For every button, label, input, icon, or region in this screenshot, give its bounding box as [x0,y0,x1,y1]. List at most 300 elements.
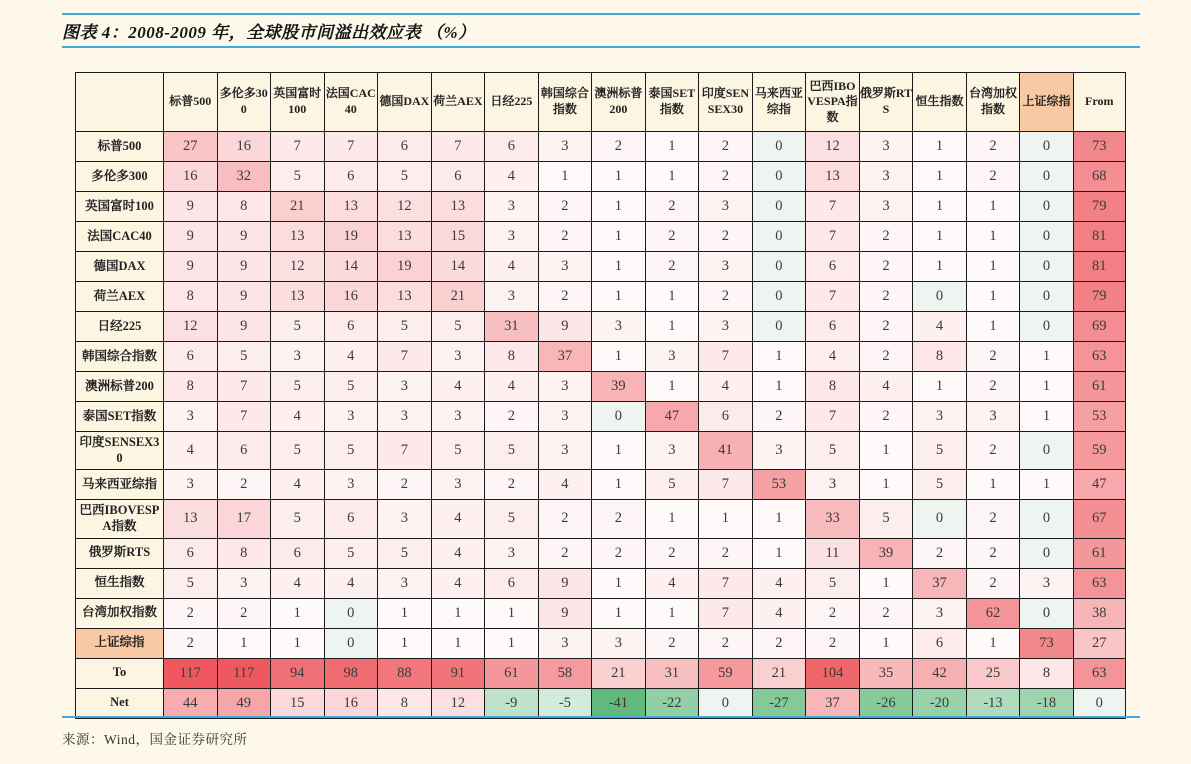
table-row-标普500 [76,132,1126,162]
value-cell: 32 [217,162,271,192]
value-cell: 8 [217,538,271,568]
value-cell: 1 [699,500,753,538]
row-label-泰国SET指数: 泰国SET指数 [76,402,164,432]
value-cell: 41 [699,432,753,470]
value-cell: 25 [966,658,1020,688]
value-cell: 2 [699,222,753,252]
value-cell: 9 [538,312,592,342]
value-cell: 1 [752,342,806,372]
value-cell: 17 [217,500,271,538]
value-cell: 1 [966,628,1020,658]
value-cell: 79 [1073,192,1125,222]
value-cell: 3 [217,568,271,598]
value-cell: 3 [538,402,592,432]
value-cell: 5 [271,500,325,538]
value-cell: 8 [164,282,218,312]
value-cell: 0 [913,500,967,538]
value-cell: 9 [538,598,592,628]
value-cell: 1 [966,312,1020,342]
value-cell: 2 [859,598,913,628]
value-cell: 31 [645,658,699,688]
value-cell: 3 [431,342,485,372]
value-cell: 1 [1020,470,1074,500]
value-cell: 2 [752,628,806,658]
value-cell: 16 [217,132,271,162]
value-cell: 3 [913,402,967,432]
value-cell: 6 [431,162,485,192]
value-cell: 61 [485,658,539,688]
value-cell: 7 [271,132,325,162]
value-cell: 59 [699,658,753,688]
value-cell: 2 [485,470,539,500]
value-cell: 7 [806,222,860,252]
value-cell: 4 [431,568,485,598]
value-cell: 5 [806,568,860,598]
column-header-标普500: 标普500 [164,73,218,132]
value-cell: 5 [913,470,967,500]
value-cell: 1 [859,432,913,470]
value-cell: 2 [645,628,699,658]
value-cell: 7 [806,192,860,222]
table-row-马来西亚综指 [76,470,1126,500]
value-cell: 5 [164,568,218,598]
value-cell: 4 [806,342,860,372]
value-cell: 14 [431,252,485,282]
value-cell: 1 [431,628,485,658]
value-cell: 1 [645,132,699,162]
value-cell: -9 [485,688,539,718]
column-header-多伦多300: 多伦多300 [217,73,271,132]
value-cell: -41 [592,688,646,718]
value-cell: 1 [378,628,432,658]
value-cell: 117 [217,658,271,688]
value-cell: 12 [271,252,325,282]
value-cell: 2 [217,598,271,628]
table-row-泰国SET指数 [76,402,1126,432]
value-cell: 1 [645,500,699,538]
value-cell: 13 [378,222,432,252]
value-cell: 1 [752,538,806,568]
value-cell: 5 [324,538,378,568]
value-cell: 1 [485,598,539,628]
value-cell: 14 [324,252,378,282]
value-cell: 2 [592,132,646,162]
value-cell: 1 [966,252,1020,282]
value-cell: 1 [592,470,646,500]
value-cell: 2 [806,598,860,628]
value-cell: 63 [1073,568,1125,598]
value-cell: 0 [1020,252,1074,282]
value-cell: 1 [645,282,699,312]
value-cell: 7 [699,342,753,372]
value-cell: 5 [485,500,539,538]
value-cell: 4 [538,470,592,500]
value-cell: 0 [752,222,806,252]
value-cell: 6 [485,132,539,162]
value-cell: 2 [752,402,806,432]
value-cell: 9 [217,282,271,312]
value-cell: 9 [217,252,271,282]
value-cell: 2 [859,282,913,312]
value-cell: 7 [806,402,860,432]
table-row-多伦多300 [76,162,1126,192]
value-cell: 58 [538,658,592,688]
table-row-恒生指数 [76,568,1126,598]
value-cell: 5 [378,162,432,192]
value-cell: 2 [378,470,432,500]
value-cell: 3 [859,162,913,192]
value-cell: 2 [806,628,860,658]
value-cell: 7 [324,132,378,162]
value-cell: 88 [378,658,432,688]
value-cell: 4 [271,402,325,432]
value-cell: 79 [1073,282,1125,312]
value-cell: -5 [538,688,592,718]
value-cell: 81 [1073,222,1125,252]
value-cell: 0 [324,598,378,628]
value-cell: 3 [538,132,592,162]
value-cell: 5 [271,432,325,470]
value-cell: 3 [1020,568,1074,598]
value-cell: 73 [1073,132,1125,162]
value-cell: 1 [592,192,646,222]
column-header-From: From [1073,73,1125,132]
column-header-日经225: 日经225 [485,73,539,132]
value-cell: 1 [859,470,913,500]
row-label-标普500: 标普500 [76,132,164,162]
row-label-印度SENSEX30: 印度SENSEX30 [76,432,164,470]
value-cell: 7 [699,598,753,628]
value-cell: 1 [859,568,913,598]
table-row-英国富时100 [76,192,1126,222]
row-label-马来西亚综指: 马来西亚综指 [76,470,164,500]
value-cell: 15 [431,222,485,252]
value-cell: 3 [485,282,539,312]
value-cell: 2 [913,538,967,568]
title-divider-line [62,46,1140,48]
value-cell: 2 [966,342,1020,372]
value-cell: 7 [806,282,860,312]
value-cell: 1 [592,568,646,598]
value-cell: 1 [645,162,699,192]
value-cell: 61 [1073,372,1125,402]
value-cell: -18 [1020,688,1074,718]
value-cell: 47 [1073,470,1125,500]
value-cell: 91 [431,658,485,688]
value-cell: 1 [966,282,1020,312]
value-cell: 0 [1020,282,1074,312]
column-header-台湾加权指数: 台湾加权指数 [966,73,1020,132]
value-cell: 42 [913,658,967,688]
value-cell: 3 [431,402,485,432]
value-cell: 63 [1073,658,1125,688]
row-label-澳洲标普200: 澳洲标普200 [76,372,164,402]
value-cell: 3 [538,372,592,402]
value-cell: 1 [645,598,699,628]
value-cell: 117 [164,658,218,688]
row-label-上证综指: 上证综指 [76,628,164,658]
value-cell: 4 [752,568,806,598]
value-cell: 2 [699,538,753,568]
value-cell: 13 [806,162,860,192]
value-cell: 5 [431,312,485,342]
value-cell: 0 [1020,222,1074,252]
table-row-Net [76,688,1126,718]
value-cell: 7 [378,342,432,372]
value-cell: 6 [271,538,325,568]
value-cell: 5 [324,372,378,402]
row-label-多伦多300: 多伦多300 [76,162,164,192]
value-cell: 7 [217,402,271,432]
value-cell: 6 [699,402,753,432]
row-label-Net: Net [76,688,164,718]
value-cell: 2 [966,432,1020,470]
column-header-上证综指: 上证综指 [1020,73,1074,132]
value-cell: 4 [164,432,218,470]
column-header-恒生指数: 恒生指数 [913,73,967,132]
value-cell: 39 [592,372,646,402]
value-cell: 3 [699,192,753,222]
value-cell: 5 [913,432,967,470]
value-cell: 81 [1073,252,1125,282]
value-cell: 13 [378,282,432,312]
source-note: 来源：Wind，国金证券研究所 [62,732,248,747]
value-cell: 53 [1073,402,1125,432]
value-cell: 1 [592,222,646,252]
value-cell: 8 [806,372,860,402]
value-cell: 61 [1073,538,1125,568]
value-cell: 3 [324,402,378,432]
value-cell: 9 [164,222,218,252]
value-cell: 2 [859,312,913,342]
value-cell: 0 [1020,312,1074,342]
value-cell: 0 [1020,192,1074,222]
value-cell: 63 [1073,342,1125,372]
value-cell: -13 [966,688,1020,718]
value-cell: 2 [538,538,592,568]
value-cell: 8 [913,342,967,372]
value-cell: 0 [913,282,967,312]
corner-cell [76,73,164,132]
value-cell: 2 [699,132,753,162]
value-cell: 1 [645,372,699,402]
value-cell: 2 [859,402,913,432]
value-cell: 47 [645,402,699,432]
value-cell: 12 [378,192,432,222]
value-cell: 1 [913,252,967,282]
value-cell: 9 [164,192,218,222]
row-label-恒生指数: 恒生指数 [76,568,164,598]
figure-title: 图表 4：2008-2009 年，全球股市间溢出效应表 （%） [62,23,476,42]
value-cell: 3 [378,568,432,598]
row-label-日经225: 日经225 [76,312,164,342]
table-row-法国CAC40 [76,222,1126,252]
value-cell: 2 [966,568,1020,598]
row-label-To: To [76,658,164,688]
value-cell: 0 [752,312,806,342]
row-label-荷兰AEX: 荷兰AEX [76,282,164,312]
value-cell: 3 [485,538,539,568]
value-cell: 1 [859,628,913,658]
value-cell: 2 [966,538,1020,568]
value-cell: 6 [806,252,860,282]
value-cell: 1 [913,192,967,222]
value-cell: 2 [699,282,753,312]
value-cell: 59 [1073,432,1125,470]
value-cell: 6 [913,628,967,658]
value-cell: 69 [1073,312,1125,342]
table-header [76,73,1126,132]
value-cell: 2 [966,500,1020,538]
value-cell: 3 [859,132,913,162]
value-cell: 1 [271,598,325,628]
value-cell: 27 [1073,628,1125,658]
column-header-韩国综合指数: 韩国综合指数 [538,73,592,132]
value-cell: 5 [859,500,913,538]
table-row-德国DAX [76,252,1126,282]
value-cell: 1 [271,628,325,658]
value-cell: 19 [324,222,378,252]
spillover-table-container [75,72,1126,719]
value-cell: 2 [164,628,218,658]
table-body [76,132,1126,719]
table-row-澳洲标普200 [76,372,1126,402]
value-cell: 67 [1073,500,1125,538]
value-cell: 4 [859,372,913,402]
value-cell: 2 [859,222,913,252]
column-header-荷兰AEX: 荷兰AEX [431,73,485,132]
table-row-To [76,658,1126,688]
value-cell: 0 [1020,132,1074,162]
value-cell: 3 [538,432,592,470]
value-cell: 13 [271,282,325,312]
value-cell: 0 [752,282,806,312]
value-cell: 2 [538,192,592,222]
value-cell: 62 [966,598,1020,628]
value-cell: 2 [592,500,646,538]
value-cell: 4 [485,372,539,402]
value-cell: 12 [806,132,860,162]
value-cell: 3 [164,470,218,500]
value-cell: 2 [699,162,753,192]
value-cell: 4 [431,538,485,568]
value-cell: 35 [859,658,913,688]
value-cell: -26 [859,688,913,718]
value-cell: 1 [1020,372,1074,402]
value-cell: 12 [164,312,218,342]
value-cell: 11 [806,538,860,568]
value-cell: 2 [699,628,753,658]
value-cell: -27 [752,688,806,718]
value-cell: 5 [431,432,485,470]
value-cell: 16 [164,162,218,192]
value-cell: 1 [752,372,806,402]
row-label-韩国综合指数: 韩国综合指数 [76,342,164,372]
value-cell: 4 [431,500,485,538]
row-label-俄罗斯RTS: 俄罗斯RTS [76,538,164,568]
value-cell: 0 [592,402,646,432]
value-cell: 7 [699,568,753,598]
value-cell: 2 [538,500,592,538]
value-cell: 4 [699,372,753,402]
column-header-俄罗斯RTS: 俄罗斯RTS [859,73,913,132]
value-cell: 0 [1020,598,1074,628]
value-cell: 6 [485,568,539,598]
value-cell: 94 [271,658,325,688]
value-cell: 39 [859,538,913,568]
value-cell: 5 [324,432,378,470]
value-cell: 9 [538,568,592,598]
value-cell: 9 [217,222,271,252]
value-cell: 5 [378,312,432,342]
value-cell: 8 [378,688,432,718]
value-cell: 6 [378,132,432,162]
value-cell: 38 [1073,598,1125,628]
value-cell: 5 [217,342,271,372]
value-cell: 21 [431,282,485,312]
value-cell: 3 [966,402,1020,432]
table-row-荷兰AEX [76,282,1126,312]
value-cell: 4 [324,568,378,598]
value-cell: 1 [1020,342,1074,372]
value-cell: 1 [1020,402,1074,432]
value-cell: 49 [217,688,271,718]
value-cell: 2 [164,598,218,628]
value-cell: 1 [913,132,967,162]
row-label-台湾加权指数: 台湾加权指数 [76,598,164,628]
value-cell: 3 [378,372,432,402]
value-cell: 4 [431,372,485,402]
value-cell: 0 [324,628,378,658]
value-cell: 3 [378,500,432,538]
bottom-divider-line [62,716,1140,718]
value-cell: 37 [913,568,967,598]
column-header-法国CAC40: 法国CAC40 [324,73,378,132]
value-cell: 6 [324,500,378,538]
value-cell: 0 [1020,162,1074,192]
value-cell: 21 [592,658,646,688]
value-cell: 2 [645,538,699,568]
value-cell: 1 [485,628,539,658]
value-cell: 13 [164,500,218,538]
value-cell: 3 [592,312,646,342]
value-cell: 3 [592,628,646,658]
value-cell: 2 [966,372,1020,402]
value-cell: 1 [592,342,646,372]
column-header-马来西亚综指: 马来西亚综指 [752,73,806,132]
value-cell: 2 [966,132,1020,162]
value-cell: 6 [324,162,378,192]
value-cell: 5 [645,470,699,500]
value-cell: 3 [752,432,806,470]
table-row-上证综指 [76,628,1126,658]
value-cell: 3 [538,628,592,658]
column-header-印度SENSEX30: 印度SENSEX30 [699,73,753,132]
value-cell: 2 [645,222,699,252]
value-cell: 3 [431,470,485,500]
table-row-印度SENSEX30 [76,432,1126,470]
value-cell: 15 [271,688,325,718]
value-cell: 73 [1020,628,1074,658]
value-cell: 7 [217,372,271,402]
value-cell: 3 [271,342,325,372]
value-cell: 1 [592,432,646,470]
value-cell: 37 [538,342,592,372]
value-cell: 1 [752,500,806,538]
value-cell: 98 [324,658,378,688]
value-cell: 4 [645,568,699,598]
value-cell: 3 [645,342,699,372]
